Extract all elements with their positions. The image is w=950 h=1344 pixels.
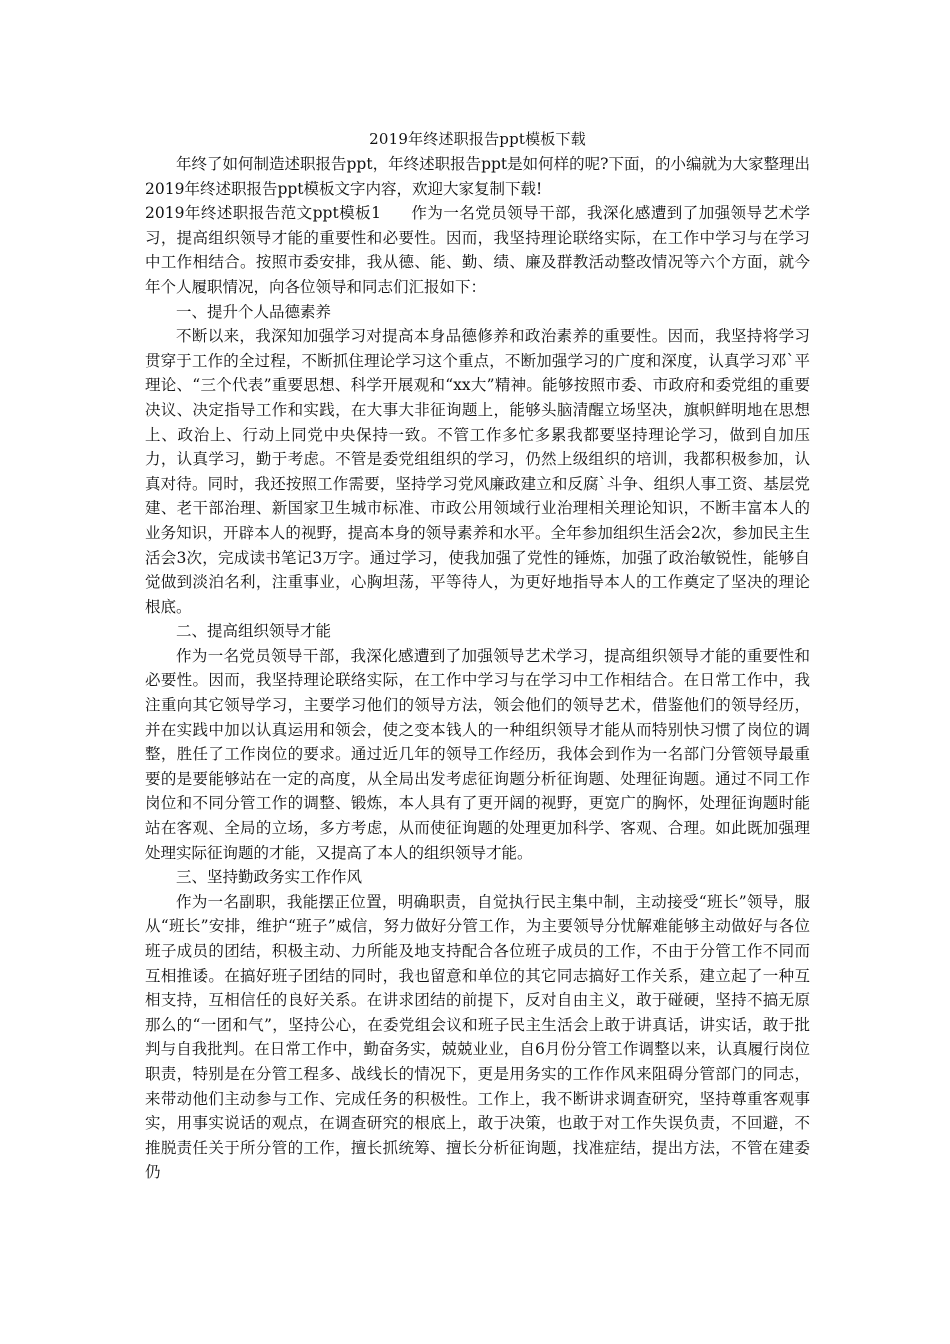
section-heading-3: 三、坚持勤政务实工作作风 (176, 868, 363, 887)
section-body-1: 不断以来，我深知加强学习对提高本身品德修养和政治素养的重要性。因而，我坚持将学习贯穿于工作的全过程，不断抓住理论学习这个重点，不断加强学习的广度和深度，认真学习邓`平理论、“三个代表”重要思想、科学开展观和“xx大”精神。能够按照市委、市政府和委党组的重要决议、决定指导工作和实践，在大事大非征询题上，能够头脑清醒立场坚决，旗帜鲜明地在思想上、政治上、行动上同党中央保持一致。不管工作多忙多累我都要坚持理论学习，做到自加压力，认真学习，勤于考虑。不管是委党组组织的学习，仍然上级组织的培训，我都积极参加，认真对待。同时，我还按照工作需要，坚持学习党风廉政建立和反腐`斗争、组织人事工资、基层党建、老干部治理、新国家卫生城市标准、市政公用领域行业治理相关理论知识，不断丰富本人的业务知识，开辟本人的视野，提高本身的领导素养和水平。全年参加组织生活会2次，参加民主生活会3次，完成读书笔记3万字。通过学习，使我加强了党性的锤炼，加强了政治敏锐性，能够自觉做到淡泊名利，注重事业，心胸坦荡，平等待人，为更好地指导本人的工作奠定了坚决的理论根底。 (145, 327, 810, 616)
opening-paragraph (145, 201, 810, 299)
opening-text: 作为一名党员领导干部，我深化感遭到了加强领导艺术学习，提高组织领导才能的重要性和必要性。因而，我坚持理论联络实际，在工作中学习与在学习中工作相结合。按照市委安排，我从德、能、勤、绩、廉及群教活动整改情况等六个方面，就今年个人履职情况，向各位领导和同志们汇报如下： (145, 204, 810, 296)
section-body-3: 作为一名副职，我能摆正位置，明确职责，自觉执行民主集中制，主动接受“班长”领导，服从“班长”安排，维护“班子”威信，努力做好分管工作，为主要领导分忧解难能够主动做好与各位班子成员的团结，积极主动、力所能及地支持配合各位班子成员的工作，不由于分管工作不同而互相推诿。在搞好班子团结的同时，我也留意和单位的其它同志搞好工作关系，建立起了一种互相支持，互相信任的良好关系。在讲求团结的前提下，反对自由主义，敢于碰硬，坚持不搞无原那么的“一团和气”，坚持公心，在委党组会议和班子民主生活会上敢于讲真话，讲实话，敢于批判与自我批判。在日常工作中，勤奋务实，兢兢业业，自6月份分管工作调整以来，认真履行岗位职责，特别是在分管工程多、战线长的情况下，更是用务实的工作作风来阻碍分管部门的同志，来带动他们主动参与工作、完成任务的积极性。工作上，我不断讲求调查研究，坚持尊重客观事实，用事实说话的观点，在调查研究的根底上，敢于决策，也敢于对工作失误负责，不回避，不推脱责任关于所分管的工作，擅长抓统筹、擅长分析征询题，找准症结，提出方法，不管在建委仍 (145, 892, 810, 1182)
template-label: 2019年终述职报告范文ppt模板1 (145, 204, 381, 223)
document-title: 2019年终述职报告ppt模板下载 (369, 130, 586, 148)
intro-paragraph: 年终了如何制造述职报告ppt，年终述职报告ppt是如何样的呢?下面，的小编就为大家整理出2019年终述职报告ppt模板文字内容，欢迎大家复制下载! (145, 155, 810, 198)
section-heading-2: 二、提高组织领导才能 (176, 622, 332, 641)
section-body-2: 作为一名党员领导干部，我深化感遭到了加强领导艺术学习，提高组织领导才能的重要性和必要性。因而，我坚持理论联络实际，在工作中学习与在学习中工作相结合。在日常工作中，我注重向其它领导学习，主要学习他们的领导方法，领会他们的领导艺术，借鉴他们的领导经历，并在实践中加以认真运用和领会，使之变本钱人的一种组织领导才能从而特别快习惯了岗位的调整，胜任了工作岗位的要求。通过近几年的领导工作经历，我体会到作为一名部门分管领导最重要的是要能够站在一定的高度，从全局出发考虑征询题分析征询题、处理征询题。通过不同工作岗位和不同分管工作的调整、锻炼，本人具有了更开阔的视野，更宽广的胸怀，处理征询题时能站在客观、全局的立场，多方考虑，从而使征询题的处理更加科学、客观、合理。如此既加强理处理实际征询题的才能，又提高了本人的组织领导才能。 (145, 646, 810, 862)
document-page (145, 128, 810, 1185)
section-heading-1: 一、提升个人品德素养 (176, 302, 332, 321)
